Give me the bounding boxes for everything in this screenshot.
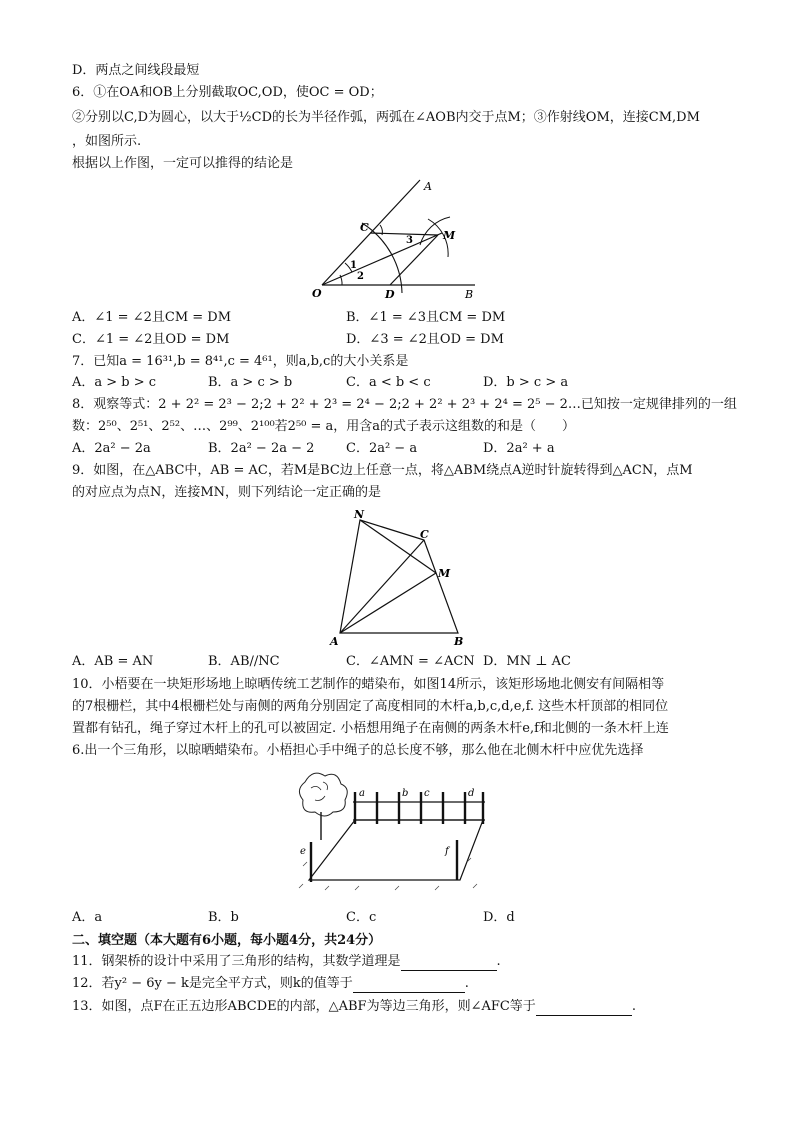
q9-label-n: N [354, 508, 365, 521]
q6-label-c: C [360, 221, 369, 234]
q9-label-m: M [438, 567, 451, 580]
q12-text: 12．若y² − 6y − k是完全平方式，则k的值等于 [72, 976, 353, 991]
q6-stem-line4: 根据以上作图，一定可以推得的结论是 [72, 156, 294, 171]
q6-label-o: O [312, 287, 322, 300]
q8-option-d: D．2a² + a [483, 441, 555, 456]
q9-label-b: B [454, 635, 464, 648]
q9-option-b: B．AB//NC [208, 654, 280, 669]
q13-text: 13．如图，点F在正五边形ABCDE的内部，△ABF为等边三角形，则∠AFC等于 [72, 999, 536, 1014]
q13-line: 13．如图，点F在正五边形ABCDE的内部，△ABF为等边三角形，则∠AFC等于 . [72, 999, 636, 1014]
q9-figure [320, 505, 470, 650]
q6-option-c: C．∠1 = ∠2且OD = DM [72, 332, 230, 347]
q6-stem-line2: ②分别以C,D为圆心，以大于½CD的长为半径作弧，两弧在∠AOB内交于点M；③作射线OM，连接CM,DM [72, 110, 700, 125]
q6-stem-line1: 6．①在OA和OB上分别截取OC,OD，使OC = OD； [72, 85, 383, 100]
q6-angle-3: 3 [406, 235, 413, 246]
q10-label-c: c [424, 788, 430, 799]
q5-option-d: D．两点之间线段最短 [72, 63, 200, 78]
q9-label-c: C [420, 528, 429, 541]
tree-icon [299, 773, 347, 840]
q10-label-b: b [402, 788, 409, 799]
q10-option-c: C．c [346, 910, 377, 925]
q10-label-d: d [468, 788, 475, 799]
q8-option-c: C．2a² − a [346, 441, 418, 456]
q10-stem-line4: 6.出一个三角形，以晾晒蜡染布。小梧担心手中绳子的总长度不够，那么他在北侧木杆中应优先选择 [72, 743, 644, 758]
q7-option-a: A．a > b > c [72, 375, 157, 390]
q7-option-d: D．b > c > a [483, 375, 569, 390]
q9-label-a: A [330, 635, 339, 648]
q8-stem-line1: 8．观察等式：2 + 2² = 2³ − 2;2 + 2² + 2³ = 2⁴ − 2;2 + 2² + 2³ + 2⁴ = 2⁵ − 2…已知按一定规律排列的一组 [72, 397, 737, 412]
q6-label-a: A [424, 180, 432, 193]
q10-label-f: f [445, 846, 449, 857]
q6-angle-1: 1 [350, 260, 357, 271]
q9-option-c: C．∠AMN = ∠ACN [346, 654, 475, 669]
q9-option-a: A．AB = AN [72, 654, 154, 669]
q6-label-m: M [443, 229, 456, 242]
q8-stem-line2: 数：2⁵⁰、2⁵¹、2⁵²、…、2⁹⁹、2¹⁰⁰若2⁵⁰ = a，用含a的式子表示这组数的和是（ ） [72, 419, 576, 434]
q10-option-b: B．b [208, 910, 239, 925]
q6-option-b: B．∠1 = ∠3且CM = DM [346, 310, 506, 325]
q6-angle-2: 2 [357, 271, 364, 282]
q6-label-b: B [465, 288, 474, 300]
q10-stem-line1: 10．小梧要在一块矩形场地上晾晒传统工艺制作的蜡染布，如图14所示，该矩形场地北侧安有间隔相等 [72, 677, 665, 692]
q12-line: 12．若y² − 6y − k是完全平方式，则k的值等于 . [72, 976, 469, 991]
q10-stem-line2: 的7根栅栏，其中4根栅栏处与南侧的两角分别固定了高度相同的木杆a,b,c,d,e,f. 这些木杆顶部的相同位 [72, 699, 669, 714]
q11-answer-blank[interactable] [401, 956, 497, 971]
q9-option-d: D．MN ⊥ AC [483, 654, 571, 669]
q10-option-a: A．a [72, 910, 103, 925]
q12-answer-blank[interactable] [353, 978, 465, 993]
q7-option-c: C．a < b < c [346, 375, 431, 390]
q10-label-a: a [359, 788, 365, 799]
q6-label-d: D [385, 288, 395, 300]
q6-figure [300, 175, 500, 300]
q8-option-b: B．2a² − 2a − 2 [208, 441, 315, 456]
q9-stem-line1: 9．如图，在△ABC中，AB = AC，若M是BC边上任意一点，将△ABM绕点A逆时针旋转得到△ACN，点M [72, 463, 693, 478]
section2-heading: 二、填空题（本大题有6小题，每小题4分，共24分） [72, 933, 382, 948]
q13-answer-blank[interactable] [536, 1001, 632, 1016]
q7-stem: 7．已知a = 16³¹,b = 8⁴¹,c = 4⁶¹，则a,b,c的大小关系是 [72, 354, 409, 369]
q7-option-b: B．a > c > b [208, 375, 293, 390]
q10-label-e: e [300, 846, 306, 857]
q9-stem-line2: 的对应点为点N，连接MN，则下列结论一定正确的是 [72, 485, 382, 500]
q6-option-a: A．∠1 = ∠2且CM = DM [72, 310, 232, 325]
q10-option-d: D．d [483, 910, 515, 925]
q11-line: 11．钢架桥的设计中采用了三角形的结构，其数学道理是 . [72, 954, 501, 969]
q11-text: 11．钢架桥的设计中采用了三角形的结构，其数学道理是 [72, 954, 401, 969]
q10-figure [295, 762, 500, 902]
q6-stem-line3: ，如图所示. [72, 134, 142, 149]
q10-stem-line3: 置都有钻孔，绳子穿过木杆上的孔可以被固定. 小梧想用绳子在南侧的两条木杆e,f和北侧的一条木杆上连 [72, 721, 669, 736]
q8-option-a: A．2a² − 2a [72, 441, 151, 456]
q6-option-d: D．∠3 = ∠2且OD = DM [346, 332, 504, 347]
